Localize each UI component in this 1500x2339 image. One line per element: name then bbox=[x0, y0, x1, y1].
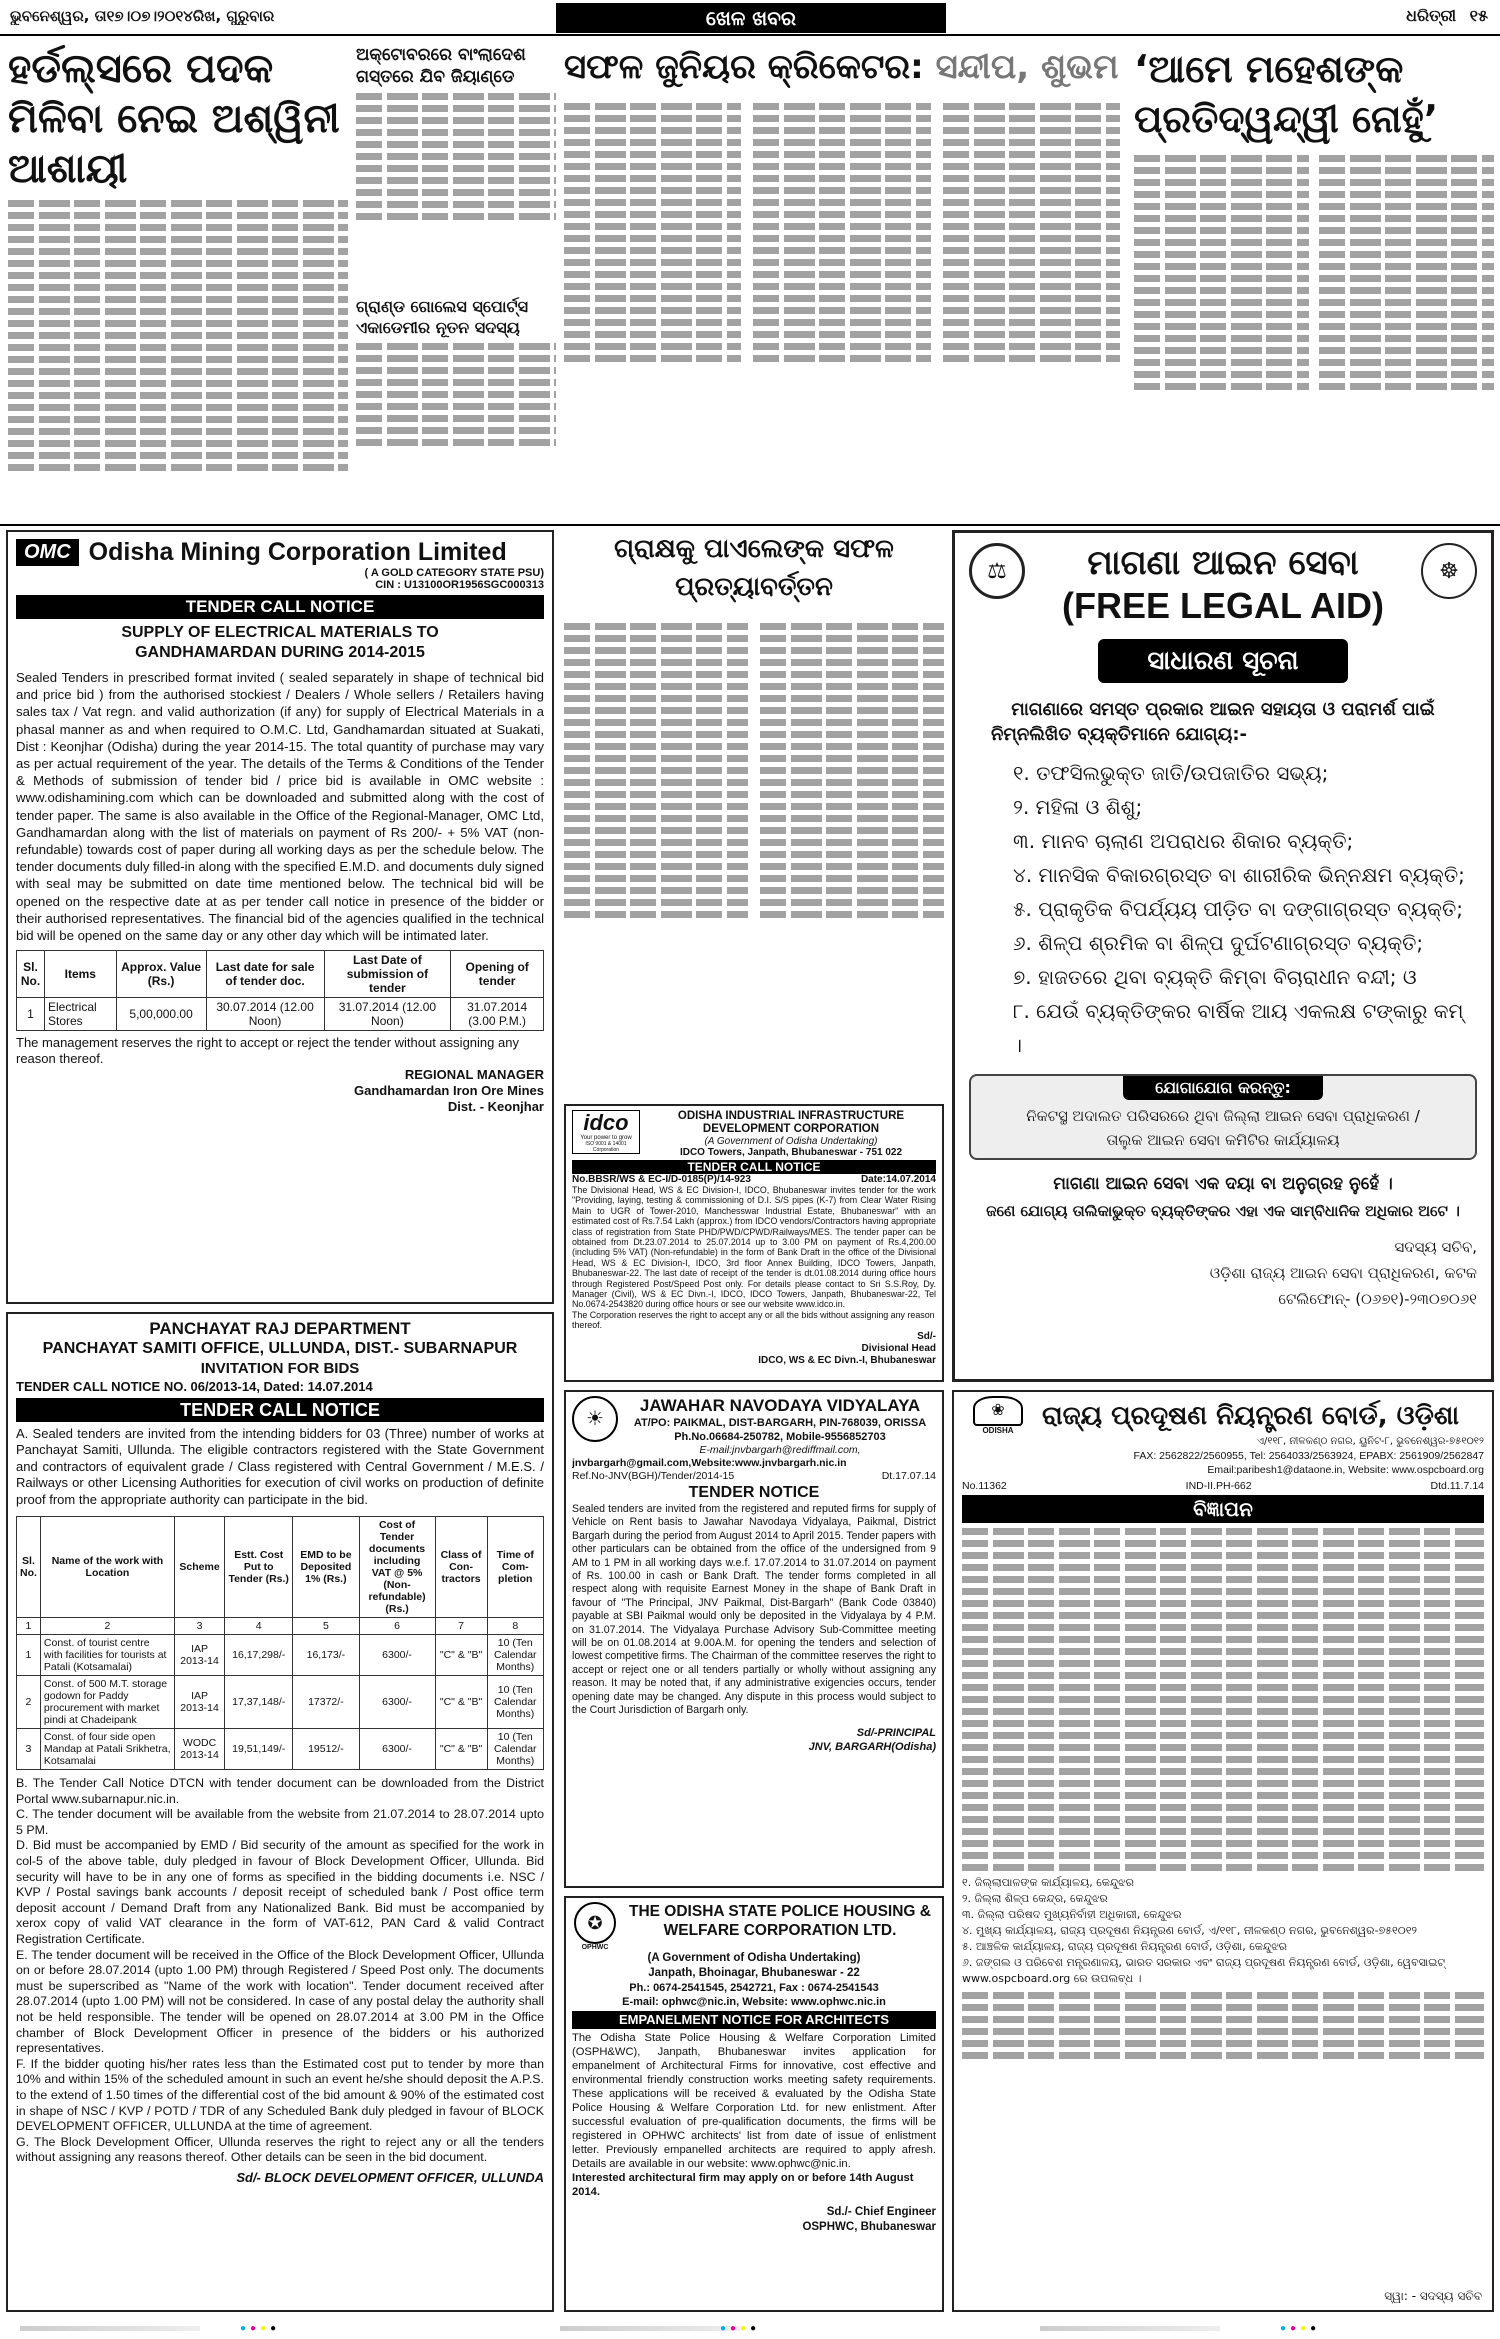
story-cricketers-headline bbox=[564, 44, 1120, 90]
idco-logo bbox=[572, 1110, 640, 1154]
table-row bbox=[17, 1729, 544, 1770]
story-bangladesh-title: ଅକ୍ଟୋବରରେ ବାଂଲାଦେଶ ଗସ୍ତରେ ଯିବ ଜିୟାଣ୍ଡେ bbox=[356, 45, 526, 87]
omc-ad bbox=[6, 530, 554, 1304]
legal-line-1: ମାଗଣା ଆଇନ ସେବା ଏକ ଦୟା ବା ଅନୁଗ୍ରହ ନୁହେଁ । bbox=[1053, 1174, 1393, 1194]
legal-line-2: ଜଣେ ଯୋଗ୍ୟ ତାଲିକାଭୁକ୍ତ ବ୍ୟକ୍ତିଙ୍କର ଏହା ଏକ ସାମ୍ବିଧାନିକ ଅଧିକାର ଅଟେ । bbox=[986, 1202, 1460, 1220]
list-item: ୧. ଜିଲ୍ଲାପାଳଙ୍କ କାର୍ଯ୍ୟାଳୟ, କେନ୍ଦୁଝର bbox=[962, 1876, 1134, 1889]
panchayat-num: 2 bbox=[40, 1618, 174, 1635]
omc-th: Last date for sale of tender doc. bbox=[206, 951, 324, 998]
osphwc-name: THE ODISHA STATE POLICE HOUSING & WELFARE CORPORATION LTD. bbox=[629, 1903, 931, 1939]
legal-eligible-list bbox=[1013, 756, 1477, 1062]
panchayat-para: C. The tender document will be available from the website from 21.07.2014 to 28.07.2014 upto 5 PM. bbox=[16, 1807, 544, 1837]
print-registration-marks bbox=[0, 2318, 1500, 2339]
panchayat-td: 10 (Ten Calendar Months) bbox=[487, 1635, 543, 1676]
registration-strip-mid bbox=[560, 2326, 740, 2331]
omc-th: Items bbox=[45, 951, 117, 998]
panchayat-notice-banner: TENDER CALL NOTICE bbox=[16, 1398, 544, 1422]
idco-notice-banner: TENDER CALL NOTICE bbox=[572, 1160, 936, 1174]
panchayat-paras bbox=[16, 1776, 544, 2166]
panchayat-th: Estt. Cost Put to Tender (Rs.) bbox=[225, 1517, 293, 1618]
ospcb-body bbox=[962, 1528, 1484, 1871]
legal-sign-3: ଟେଲିଫୋନ୍- (୦୬୭୧)-୨୩୦୭୦୬୧ bbox=[1278, 1290, 1477, 1308]
story-return-col1 bbox=[564, 618, 748, 922]
idco-signature bbox=[572, 1331, 936, 1367]
ospcb-ref-row bbox=[962, 1479, 1484, 1493]
osphwc-logo-text: OPHWC bbox=[581, 1944, 609, 1951]
panchayat-td: "C" & "B" bbox=[435, 1676, 487, 1729]
panchayat-td: 19,51,149/- bbox=[225, 1729, 293, 1770]
legal-contact-head bbox=[1123, 1076, 1323, 1100]
ospcb-title: ରାଜ୍ୟ ପ୍ରଦୂଷଣ ନିୟନ୍ତ୍ରଣ ବୋର୍ଡ, ଓଡ଼ିଶା bbox=[1042, 1400, 1460, 1431]
panchayat-th: Sl. No. bbox=[17, 1517, 41, 1618]
idco-sign-3: IDCO, WS & EC Divn.-I, Bhubaneswar bbox=[758, 1354, 936, 1366]
panchayat-td: 6300/- bbox=[359, 1676, 435, 1729]
table-row bbox=[17, 998, 544, 1031]
omc-footer: The management reserves the right to accept or reject the tender without assigning any reason thereof. bbox=[16, 1035, 519, 1067]
panchayat-num: 4 bbox=[225, 1618, 293, 1635]
panchayat-th: Cost of Tender documents including VAT @ 5% (Non-refundable) (Rs.) bbox=[359, 1517, 435, 1618]
story-bangladesh bbox=[356, 44, 556, 290]
legal-intro-1: ମାଗଣାରେ ସମସ୍ତ ପ୍ରକାର ଆଇନ ସହାୟତା ଓ ପରାମର୍ଶ ପାଇଁ bbox=[1011, 699, 1435, 720]
osphwc-body: The Odisha State Police Housing & Welfare Corporation Limited (OSPH&WC), Janpath, Bhubaneswar invites application for empanelment of Architectural Firms for innovative, cost effective and environmental friendly construction works meeting safety requirements. These applications will be received & evaluated by the Odisha State Police Housing & Welfare Corporation Ltd. for new enlistment. After successful evaluation of pre-qualification documents, the firms will be registered in OPHWC architects' list from date of issue of enlistment letter. Previously empanelled architects are required to apply afresh. Details are available in our website: www.ophwc@nic.in. bbox=[572, 2032, 936, 2170]
list-item: ୬. ଶିଳ୍ପ ଶ୍ରମିକ ବା ଶିଳ୍ପ ଦୁର୍ଘଟଣାଗ୍ରସ୍ତ ବ୍ୟକ୍ତି; bbox=[1013, 931, 1424, 955]
story-return-title: ଗ୍ରାକ୍ଷକୁ ପାଏଲେଙ୍କ ସଫଳ ପ୍ରତ୍ୟାବର୍ତ୍ତନ bbox=[614, 534, 894, 602]
panchayat-th: Time of Com-pletion bbox=[487, 1517, 543, 1618]
panchayat-para: G. The Block Development Officer, Ullunda reserves the right to reject any or all the tenders without assigning any reasons thereof. Other details can be seen in the bid document. bbox=[16, 2134, 544, 2165]
story-return-columns bbox=[564, 618, 944, 922]
panchayat-td: 6300/- bbox=[359, 1729, 435, 1770]
omc-logo: OMC bbox=[16, 539, 79, 566]
panchayat-td: IAP 2013-14 bbox=[174, 1635, 224, 1676]
story-cricketers-title: ସଫଳ ଜୁନିୟର କ୍ରିକେଟର: bbox=[564, 47, 924, 87]
page-number: ୧୫ bbox=[1469, 6, 1488, 25]
section-title bbox=[556, 3, 946, 33]
omc-td: 5,00,000.00 bbox=[116, 998, 206, 1031]
panchayat-td: Const. of four side open Mandap at Patali Srikhetra, Kotsamalai bbox=[40, 1729, 174, 1770]
panchayat-th: Name of the work with Location bbox=[40, 1517, 174, 1618]
story-mahesh-title: ‘ଆମେ ମହେଶଙ୍କ ପ୍ରତିଦ୍ୱନ୍ଦ୍ୱୀ ନୋହୁଁ’ bbox=[1134, 47, 1439, 141]
jnv-sign-2: JNV, BARGARH(Odisha) bbox=[808, 1740, 936, 1753]
panchayat-num: 6 bbox=[359, 1618, 435, 1635]
ospcb-no: No.11362 bbox=[962, 1480, 1007, 1492]
panchayat-th: Class of Con-tractors bbox=[435, 1517, 487, 1618]
legal-emblem-left: ⚖ bbox=[969, 543, 1025, 599]
omc-th: Approx. Value (Rs.) bbox=[116, 951, 206, 998]
cmyk-dots-icon: ●●●● bbox=[240, 2323, 281, 2334]
osphwc-ad bbox=[564, 1896, 944, 2312]
omc-header bbox=[16, 538, 544, 567]
panchayat-ad bbox=[6, 1312, 554, 2312]
ospcb-date: Dtd.11.7.14 bbox=[1430, 1480, 1484, 1492]
panchayat-td: "C" & "B" bbox=[435, 1635, 487, 1676]
panchayat-td: 10 (Ten Calendar Months) bbox=[487, 1676, 543, 1729]
list-item: ୪. ମୁଖ୍ୟ କାର୍ଯ୍ୟାଳୟ, ରାଜ୍ୟ ପ୍ରଦୂଷଣ ନିୟନ୍ତ୍ରଣ ବୋର୍ଡ, ଏ/୧୧୮, ନୀଳକଣ୍ଠ ନଗର, ଭୁବନେଶ୍ୱର-୭୫୧୦୧୨ bbox=[962, 1924, 1417, 1937]
omc-subject: SUPPLY OF ELECTRICAL MATERIALS TO GANDHAMARDAN DURING 2014-2015 bbox=[121, 624, 439, 661]
omc-body: Sealed Tenders in prescribed format invited ( sealed separately in shape of technical bid and price bid ) from the authorised stockiest / Dealers / Whole sellers / Retailers having sales tax / Vat regn. and valid authorization (if any) for supply of Electrical Materials in a phasal manner as and when required to O.M.C. Ltd, Gandhamardan situated at Suakati, Dist : Keonjhar (Odisha) during the year 2014-15. The total quantity of purchase may vary as per actual requirement of the year. The details of the Terms & Conditions of the Tender & Methods of submission of tender bid / price bid is available in OMC website : www.odishamining.com which can be downloaded and submitted along with the cost of tender paper. The same is also available in the Office of the Regional-Manager, OMC Ltd, Gandhamardan along with the list of materials on payment of Rs 200/- + 5% VAT (non-refundable) towards cost of paper during all working days as per the schedule below. The tender documents duly filled-in along with the specified E.M.D. and documents duly signed with seal may be submitted on date time mentioned below. The technical bid will be opened on the respective date at as per tender call notice in presence of the bidder or their authorised representatives. The financial bid of the agencies qualified in the technical bid will be opened on the same day or any other day which will be intimated later. bbox=[16, 670, 544, 944]
legal-contact-box bbox=[969, 1074, 1477, 1160]
list-item: ୨. ଜିଲ୍ଲା ଶିଳ୍ପ କେନ୍ଦ୍ର, କେନ୍ଦୁଝର bbox=[962, 1892, 1108, 1905]
list-item: ୩. ମାନବ ଚାଲାଣ ଅପରାଧର ଶିକାର ବ୍ୟକ୍ତି; bbox=[1013, 829, 1354, 853]
panchayat-table-header bbox=[17, 1517, 544, 1618]
story-cricketers-col3 bbox=[943, 98, 1120, 366]
omc-name: Odisha Mining Corporation Limited bbox=[88, 538, 507, 566]
panchayat-td: 3 bbox=[17, 1729, 41, 1770]
panchayat-para-a: A. Sealed tenders are invited from the intending bidders for 03 (Three) number of works at Panchayat Samiti, Ullunda. The eligible contractors registered with the State Government and contractors of equivalent grade / Class registered with Central Government / M.E.S. / Railways or other Licensing Authorities for execution of civil works on production of definite proof from the appropriate authority can participate in the bid. bbox=[16, 1426, 544, 1507]
list-item: ୨. ମହିଳା ଓ ଶିଶୁ; bbox=[1013, 795, 1143, 819]
osphwc-email: E-mail: ophwc@nic.in, Website: www.ophwc.nic.in bbox=[622, 1996, 886, 2008]
panchayat-num: 5 bbox=[293, 1618, 359, 1635]
story-cricketers-names: ସନ୍ଦୀପ, ଶୁଭମ bbox=[935, 47, 1119, 87]
story-cricketers-columns bbox=[564, 98, 1120, 366]
panchayat-td: 10 (Ten Calendar Months) bbox=[487, 1729, 543, 1770]
panchayat-td: 17,37,148/- bbox=[225, 1676, 293, 1729]
panchayat-sign: Sd/- BLOCK DEVELOPMENT OFFICER, ULLUNDA bbox=[236, 2169, 544, 2185]
legal-sign-1: ସଦସ୍ୟ ସଚିବ, bbox=[1394, 1238, 1477, 1256]
omc-td: 31.07.2014 (3.00 P.M.) bbox=[451, 998, 544, 1031]
panchayat-td: 16,173/- bbox=[293, 1635, 359, 1676]
idco-body2: The Corporation reserves the right to accept any or all the bids without assigning any reason thereof. bbox=[572, 1309, 935, 1331]
table-row bbox=[17, 1618, 544, 1635]
rule-sports-bottom bbox=[0, 524, 1500, 526]
osphwc-sign-1: Sd./- Chief Engineer bbox=[826, 2206, 936, 2218]
idco-title-block bbox=[646, 1110, 936, 1158]
ospcb-fax: FAX: 2562822/2560955, Tel: 2564033/2563924, EPABX: 2561909/2562847 bbox=[1133, 1450, 1484, 1462]
table-row bbox=[17, 1676, 544, 1729]
idco-ad bbox=[564, 1104, 944, 1382]
jnv-signature bbox=[572, 1726, 936, 1754]
legal-aid-ad bbox=[952, 530, 1494, 1382]
omc-td: Electrical Stores bbox=[45, 998, 117, 1031]
omc-table-header bbox=[17, 951, 544, 998]
panchayat-num: 1 bbox=[17, 1618, 41, 1635]
registration-strip-right bbox=[1040, 2326, 1220, 2331]
idco-ref: No.BBSR/WS & EC-I/D-0185(P)/14-923 bbox=[572, 1174, 751, 1185]
panchayat-num: 3 bbox=[174, 1618, 224, 1635]
jnv-notice: TENDER NOTICE bbox=[688, 1484, 820, 1501]
ospcb-body-2 bbox=[962, 1992, 1484, 2059]
masthead bbox=[0, 0, 1500, 36]
idco-name: ODISHA INDUSTRIAL INFRASTRUCTURE DEVELOPMENT CORPORATION bbox=[677, 1110, 905, 1135]
story-cricketers bbox=[564, 44, 1120, 522]
idco-body: The Divisional Head, WS & EC Division-I, IDCO, Bhubaneswar invites tender for the work "Providing, laying, testing & commissioning of D.I. S/S pipes (K-7) from Clear Water Rising Main to UGR of Tower-2010, Manchesswar Industrial Estate, Bhubaneswar" with an estimated cost of Rs.7.54 Lakh (approx.) from IDCO vendors/Contractors having appropriate class of registration from State PHD/PWD/CPWD/Railways/MES. The tender paper can be obtained from Dt.23.07.2014 to 25.07.2014 up to 3.00 PM on payment of Rs.4,200.00 (including 5% VAT) (Non-refundable) in the form of Bank Draft in the office of the Divisional Head, WS & EC Division-I, IDCO, 3rd floor Annex Building, IDCO Towers, Janpath, Bhubaneswar-22. The last date of receipt of the tender is dt.01.08.2014 during office hours through Registered Post/Speed Post only. For details please contact to Sri S.S.Roy, Dy. Manager (Civil), WS & EC Divn.-I, IDCO, IDCO Towers, Janpath, Bhubaneswar-22, Tel No.0674-2543820 during office hours or see our website www.idco.in. bbox=[572, 1185, 936, 1310]
jnv-sign-1: Sd/-PRINCIPAL bbox=[856, 1726, 936, 1739]
ospcb-email: Email:paribesh1@dataone.in, Website: www.ospcboard.org bbox=[1207, 1464, 1484, 1476]
idco-addr: IDCO Towers, Janpath, Bhubaneswar - 751 022 bbox=[679, 1147, 903, 1158]
panchayat-para: E. The tender document will be received in the Office of the Block Development Officer, Ullunda on or before 28.07.2014 (upto 1.00 PM) through Registered / Speed Post only. The documents must be superscribed as "Name of the work with location". Tender document received after 28.07.2014 (upto 1.00 PM) will not be considered. In case of any postal delay the authority shall not be held responsible. The tender will be opened on 28.07.2014 at 3.00 PM in the Office chamber of Block Development Officer in presence of the bidders or his authorized representatives. bbox=[16, 1947, 544, 2056]
legal-contact-head-text: ଯୋଗାଯୋଗ କରନ୍ତୁ: bbox=[1155, 1078, 1291, 1097]
jnv-email: E-mail:jnvbargarh@rediffmail.com, bbox=[699, 1444, 861, 1456]
idco-ref-row bbox=[572, 1174, 936, 1185]
list-item: ୫. ପ୍ରାକୃତିକ ବିପର୍ଯ୍ୟୟ ପୀଡ଼ିତ ବା ଦଙ୍ଗାଗ୍ରସ୍ତ ବ୍ୟକ୍ତି; bbox=[1013, 897, 1463, 921]
omc-cin: CIN : U13100OR1956SGC000313 bbox=[375, 579, 544, 591]
omc-sign-1: REGIONAL MANAGER bbox=[404, 1067, 544, 1083]
ospcb-list bbox=[962, 1875, 1484, 1987]
panchayat-th: EMD to be Deposited 1% (Rs.) bbox=[293, 1517, 359, 1618]
jnv-ref-row bbox=[572, 1470, 936, 1483]
story-mahesh-col2 bbox=[1319, 150, 1494, 394]
story-academy-title: ଗ୍ରାଣ୍ଡ ଗୋଲେସ ସ୍ପୋର୍ଟ୍ସ ଏକାଡେମୀର ନୂତନ ସଦସ୍ୟ bbox=[356, 297, 529, 337]
panchayat-td: 16,17,298/- bbox=[225, 1635, 293, 1676]
jnv-email2: jnvbargarh@gmail.com,Website:www.jnvbargarh.nic.in bbox=[572, 1457, 847, 1469]
omc-sign-3: Dist. - Keonjhar bbox=[447, 1099, 544, 1115]
jnv-name: JAWAHAR NAVODAYA VIDYALAYA bbox=[639, 1396, 921, 1415]
cmyk-dots-icon: ●●●● bbox=[720, 2323, 761, 2334]
idco-date: Date:14.07.2014 bbox=[860, 1174, 936, 1185]
osphwc-addr: Janpath, Bhoinagar, Bhubaneswar - 22 bbox=[648, 1967, 860, 1979]
panchayat-ref: TENDER CALL NOTICE NO. 06/2013-14, Dated: 14.07.2014 bbox=[16, 1379, 373, 1394]
story-mahesh-columns bbox=[1134, 150, 1494, 394]
osphwc-logo bbox=[572, 1902, 618, 1951]
paper-name: ଧରିତ୍ରୀ bbox=[1406, 6, 1457, 25]
omc-td: 1 bbox=[17, 998, 45, 1031]
jnv-ad bbox=[564, 1390, 944, 1888]
jnv-body: Sealed tenders are invited from the registered and reputed firms for supply of Vehicle on Rent basis to Jawahar Navodaya Vidyalaya, Paikmal, District Bargarh during the period from August 2014 to April 2015. Tender papers with other particulars can be obtained from the office of the undersigned from 9 AM to 1 PM in all working days w.e.f. 17.07.2014 to 31.07.2014 on payment of Rs. 100.00 in cash or Bank Draft. The tender forms completed in all respect along with requisite Earnest Money in the shape of Bank Draft in favour of "The Principal, JNV Paikmal, Dist-Bargarh" (Bank Code 03840) payable at SBI Paikmal would only be deposited in the Vidyalaya by 4 P.M. on 31.07.2014. The Vidyalaya Purchase Advisory Sub-Committee meeting will be on 01.08.2014 at 9.00A.M. for opening the tenders and selection of lowest competitive firms. The Chairman of the committee reserves the right to accept or reject one or all tenders partially or wholly without assigning any reason. It may be noted that, if any administrative exigencies occurs, tender opening date may be changed. Any dispute in this process would subject to the Court Jurisdiction of Bargarh only. bbox=[572, 1503, 936, 1717]
panchayat-num: 7 bbox=[435, 1618, 487, 1635]
ospcb-header bbox=[962, 1396, 1484, 1435]
school-emblem-icon: ☀ bbox=[572, 1396, 618, 1442]
omc-notice-banner: TENDER CALL NOTICE bbox=[16, 595, 544, 619]
legal-sign-2: ଓଡ଼ିଶା ରାଜ୍ୟ ଆଇନ ସେବା ପ୍ରାଧିକରଣ, କଟକ bbox=[1209, 1264, 1477, 1282]
legal-banner-text: ସାଧାରଣ ସୂଚନା bbox=[1147, 646, 1299, 676]
panchayat-para: D. Bid must be accompanied by EMD / Bid security of the amount as specified for the work in col-5 of the above table, duly pledged in favour of Block Development Officer, Ullunda. Bid security will have to be in any one of forms as specified in the bidding documents i.e. NSC / KVP / Postal savings bank accounts / deposit receipt of scheduled bank / Post office term deposit account / Demand Draft from any Nationalized Bank. Bid must be accompanied by xerox copy of valid VAT clearance in the form of VAT-612, PAN Card & valid Contract Registration Certificate. bbox=[16, 1838, 544, 1946]
jnv-ref: Ref.No-JNV(BGH)/Tender/2014-15 bbox=[572, 1470, 735, 1482]
story-return bbox=[564, 530, 944, 1102]
panchayat-td: "C" & "B" bbox=[435, 1729, 487, 1770]
ospcb-ad bbox=[952, 1390, 1494, 2312]
panchayat-table bbox=[16, 1516, 544, 1770]
list-item: ୬. ଜଙ୍ଗଲ ଓ ପରିବେଶ ମନ୍ତ୍ରଣାଳୟ, ଭାରତ ସରକାର ଏବଂ ରାଜ୍ୟ ପ୍ରଦୂଷଣ ନିୟନ୍ତ୍ରଣ ବୋର୍ଡ, ଓଡ଼ିଶା, ୱେବସାଇଟ୍ www.ospcboard.org ରେ ଉପଲବ୍ଧ । bbox=[962, 1956, 1446, 1985]
panchayat-td: WODC 2013-14 bbox=[174, 1729, 224, 1770]
ospcb-addr: ଏ/୧୧୮, ନୀଳକଣ୍ଠ ନଗର, ୟୁନିଟ-୮, ଭୁବନେଶ୍ୱର-୭୫୧୦୧୨ bbox=[1256, 1436, 1484, 1447]
omc-th: Opening of tender bbox=[451, 951, 544, 998]
ospcb-emblem-icon: ❀ bbox=[973, 1396, 1023, 1426]
section-title-text: ଖେଳ ଖବର bbox=[705, 6, 797, 30]
story-mahesh bbox=[1134, 44, 1494, 522]
panchayat-num: 8 bbox=[487, 1618, 543, 1635]
legal-title-or: ମାଗଣା ଆଇନ ସେବା bbox=[1087, 543, 1359, 583]
list-item: ୮. ଯେଉଁ ବ୍ୟକ୍ତିଙ୍କର ବାର୍ଷିକ ଆୟ ଏକଲକ୍ଷ ଟଙ୍କାରୁ କମ୍ । bbox=[1013, 999, 1464, 1057]
legal-title-en: (FREE LEGAL AID) bbox=[1062, 585, 1384, 626]
panchayat-td: Const. of 500 M.T. storage godown for Paddy procurement with market pindi at Chadeipank bbox=[40, 1676, 174, 1729]
list-item: ୧. ତଫସିଲଭୁକ୍ତ ଜାତି/ଉପଜାତିର ସଭ୍ୟ; bbox=[1013, 761, 1329, 785]
story-hurdles bbox=[8, 44, 348, 522]
masthead-paper-name bbox=[1406, 6, 1488, 26]
story-academy-body bbox=[356, 343, 556, 446]
panchayat-td: Const. of tourist centre with facilities for tourists at Patali (Kotsamalai) bbox=[40, 1635, 174, 1676]
story-mahesh-col1 bbox=[1134, 150, 1309, 394]
registration-strip-left bbox=[20, 2326, 200, 2331]
panchayat-td: 17372/- bbox=[293, 1676, 359, 1729]
panchayat-td: 2 bbox=[17, 1676, 41, 1729]
idco-logo-sub: Your power to grow bbox=[580, 1135, 632, 1141]
idco-sign-2: Divisional Head bbox=[861, 1342, 936, 1354]
list-item: ୫. ଆଞ୍ଚଳିକ କାର୍ଯ୍ୟାଳୟ, ରାଜ୍ୟ ପ୍ରଦୂଷଣ ନିୟନ୍ତ୍ରଣ ବୋର୍ଡ, ଓଡ଼ିଶା, କେନ୍ଦୁଝର bbox=[962, 1940, 1288, 1953]
panchayat-office: PANCHAYAT SAMITI OFFICE, ULLUNDA, DIST.- SUBARNAPUR bbox=[42, 1340, 518, 1357]
osphwc-phone: Ph.: 0674-2541545, 2542721, Fax : 0674-2541543 bbox=[629, 1982, 879, 1994]
omc-signature bbox=[16, 1067, 544, 1115]
panchayat-para: F. If the bidder quoting his/her rates less than the Estimated cost put to tender by more than 10% and within 15% of the scheduled amount in such an event he/she should deposit the A.P.S. to the extend of 1.50 times of the differential cost of the bid amount & 90% of the estimated cost in shape of NSC / KVP / POTD / TDR of any Scheduled Bank duly pledged in favour of BLOCK DEVELOPMENT OFFICER, ULLUNDA at the time of agreement. bbox=[16, 2056, 544, 2134]
panchayat-th: Scheme bbox=[174, 1517, 224, 1618]
legal-banner bbox=[1098, 639, 1348, 683]
legal-intro-2: ନିମ୍ନଲିଖିତ ବ୍ୟକ୍ତିମାନେ ଯୋଗ୍ୟ:- bbox=[991, 724, 1248, 745]
idco-sub: (A Government of Odisha Undertaking) bbox=[704, 1136, 878, 1147]
jnv-addr: AT/PO: PAIKMAL, DIST-BARGARH, PIN-768039, ORISSA bbox=[633, 1417, 927, 1429]
story-return-col2 bbox=[760, 618, 944, 922]
legal-emblem-right: ☸ bbox=[1421, 543, 1477, 599]
idco-sign-1: Sd/- bbox=[917, 1330, 936, 1342]
ospcb-sign: ସ୍ୱା: - ସଦସ୍ୟ ସଚିବ bbox=[1384, 2289, 1482, 2303]
idco-logo-text: idco bbox=[583, 1110, 629, 1135]
osphwc-sub: (A Government of Odisha Undertaking) bbox=[647, 1952, 861, 1964]
panchayat-td: IAP 2013-14 bbox=[174, 1676, 224, 1729]
panchayat-td: 1 bbox=[17, 1635, 41, 1676]
masthead-date: ଭୁବନେଶ୍ୱର, ତା୧୭।୦୭।୨୦୧୪ରିଖ, ଗୁରୁବାର bbox=[10, 7, 275, 25]
legal-contact-1: ନିକଟସ୍ଥ ଅଦାଲତ ପରିସରରେ ଥିବା ଜିଲ୍ଲା ଆଇନ ସେବା ପ୍ରାଧିକରଣ / bbox=[1026, 1107, 1420, 1125]
list-item: ୭. ହାଜତରେ ଥିବା ବ୍ୟକ୍ତି କିମ୍ବା ବିଚାରାଧୀନ ବନ୍ଦୀ; ଓ bbox=[1013, 965, 1417, 989]
panchayat-dept: PANCHAYAT RAJ DEPARTMENT bbox=[149, 1319, 411, 1338]
omc-td: 31.07.2014 (12.00 Noon) bbox=[324, 998, 451, 1031]
police-emblem-icon: ✪ bbox=[574, 1902, 616, 1944]
story-cricketers-col2 bbox=[753, 98, 930, 366]
omc-table bbox=[16, 950, 544, 1031]
ospcb-notice-banner: ବିଜ୍ଞାପନ bbox=[962, 1495, 1484, 1523]
legal-signature bbox=[969, 1234, 1477, 1312]
story-academy bbox=[356, 296, 556, 522]
cmyk-dots-icon: ●●●● bbox=[1280, 2323, 1321, 2334]
table-row bbox=[17, 1635, 544, 1676]
idco-header bbox=[572, 1110, 936, 1158]
omc-sign-2: Gandhamardan Iron Ore Mines bbox=[354, 1083, 544, 1099]
legal-contact-2: ତାଲୁକ ଆଇନ ସେବା କମିଟିର କାର୍ଯ୍ୟାଳୟ bbox=[1106, 1131, 1340, 1149]
osphwc-signature bbox=[572, 2205, 936, 2235]
omc-td: 30.07.2014 (12.00 Noon) bbox=[206, 998, 324, 1031]
omc-th: Last Date of submission of tender bbox=[324, 951, 451, 998]
jnv-title-block bbox=[624, 1396, 936, 1457]
list-item: ୩. ଜିଲ୍ଲା ପରିଷଦ ମୁଖ୍ୟନିର୍ବାହୀ ଅଧିକାରୀ, କେନ୍ଦୁଝର bbox=[962, 1908, 1182, 1921]
list-item: ୪. ମାନସିକ ବିକାରଗ୍ରସ୍ତ ବା ଶାରୀରିକ ଭିନ୍ନକ୍ଷମ ବ୍ୟକ୍ତି; bbox=[1013, 863, 1465, 887]
ospcb-logo bbox=[962, 1396, 1034, 1435]
osphwc-sign-2: OSPHWC, Bhubaneswar bbox=[802, 2221, 936, 2233]
osphwc-header bbox=[572, 1902, 936, 1951]
osphwc-body2: Interested architectural firm may apply on or before 14th August 2014. bbox=[572, 2172, 914, 2198]
panchayat-para: B. The Tender Call Notice DTCN with tender document can be downloaded from the District Portal www.subarnapur.nic.in. bbox=[16, 1776, 544, 1806]
jnv-phone: Ph.No.06684-250782, Mobile-9556852703 bbox=[674, 1431, 886, 1443]
ospcb-ind: IND-II.PH-662 bbox=[1185, 1480, 1252, 1492]
story-hurdles-body bbox=[8, 200, 348, 471]
jnv-header bbox=[572, 1396, 936, 1457]
story-hurdles-title: ହର୍ଡଲ୍ସରେ ପଦକ ମିଳିବା ନେଇ ଅଶ୍ୱିନୀ ଆଶାୟୀ bbox=[8, 46, 340, 192]
story-bangladesh-body bbox=[356, 93, 556, 220]
osphwc-notice-banner: EMPANELMENT NOTICE FOR ARCHITECTS bbox=[572, 2011, 936, 2029]
story-cricketers-col1 bbox=[564, 98, 741, 366]
panchayat-td: 6300/- bbox=[359, 1635, 435, 1676]
idco-logo-iso: ISO 9001 & 14001 Corporation bbox=[585, 1141, 627, 1153]
ospcb-logo-text: ODISHA bbox=[982, 1426, 1014, 1435]
panchayat-td: 19512/- bbox=[293, 1729, 359, 1770]
panchayat-invite: INVITATION FOR BIDS bbox=[200, 1360, 360, 1377]
omc-th: Sl. No. bbox=[17, 951, 45, 998]
jnv-date: Dt.17.07.14 bbox=[881, 1470, 936, 1482]
omc-sub: ( A GOLD CATEGORY STATE PSU) bbox=[364, 567, 544, 579]
